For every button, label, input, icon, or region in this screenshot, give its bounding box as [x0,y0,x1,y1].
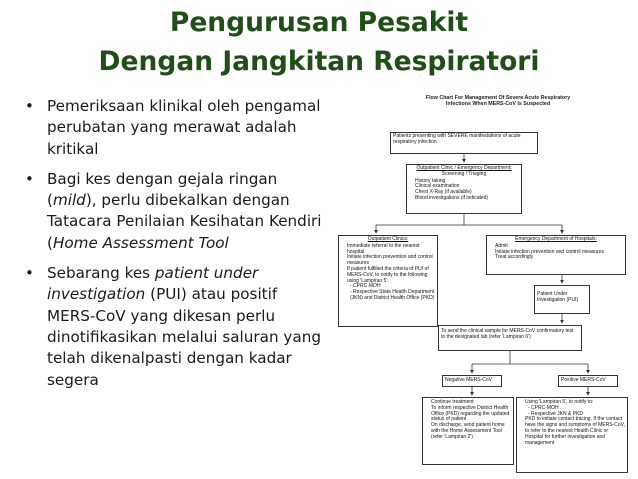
bullet-item [22,263,322,391]
flowchart-title: Flow Chart For Management Of Severe Acute Respiratory Infections When MERS-CoV Is Suspected [425,95,571,108]
flowchart-list-item: - Respective State Health Department (JKN) and District Health Office (PKD) [350,289,435,301]
triage-list [409,179,519,202]
outpatient-heading: Outpatient Clinics: [367,236,409,242]
flowchart-list-item: - CPRC-MOH [350,283,381,290]
lab-box [438,325,582,351]
hospital-heading: Emergency Department of Hospitals: [515,236,597,242]
bullet-list [22,96,322,400]
positive-actions-box [516,397,628,473]
pui-box [534,285,590,314]
flowchart [326,92,634,478]
flowchart-list-item: • Immediate referral to the nearest hospital [347,244,435,256]
flowchart-list-item: • To inform respective District Health Office (PKD) regarding the updated status of patient [431,406,511,423]
flowchart-list-item: • Continue treatment [431,400,511,406]
flowchart-list-item: • On discharge, send patient home with the Home Assessment Tool (refer 'Lampiran 2') [431,423,511,440]
slide-title-line-1: Pengurusan Pesakit [169,7,469,38]
bullet-italic-text: mild [52,191,86,210]
positive-text: Positive MERS-CoV [561,377,606,383]
bullet-italic-text: patient under investigation [47,264,259,304]
bullet-item [22,96,322,160]
triage-subheading: Screening / Triaging [441,170,487,177]
flowchart-list-item: • Chest X-Ray (if available) [415,190,519,196]
bullet-text: Bagi kes dengan gejala ringan ( [47,169,278,210]
hospital-list [489,244,623,261]
outpatient-box [338,235,438,327]
flowchart-list-item: • If patient fulfilled the criteria of PUI of MERS-CoV, to notify to the following using 'Lampiran 5': [347,267,435,284]
bullet-dot: • [25,97,34,115]
negative-actions-list [425,400,511,441]
negative-actions-box [422,397,514,465]
flowchart-list-item: • Treat accordingly [495,255,623,261]
positive-actions-list [519,400,625,446]
positive-box [558,375,618,387]
flowchart-list-item: • Using 'Lampiran 5', to notify to: [525,400,625,406]
lab-text: To send the clinical sample for MERS-CoV confirmatory test to the designated lab (refer 'Lampiran 6') [441,328,574,340]
negative-box [442,375,502,387]
flowchart-list-item: • Initiate infection prevention and control measures [495,250,623,256]
flowchart-list-item: • Clinical examination [415,184,519,190]
hospital-box [486,235,626,275]
triage-box [406,164,522,214]
outpatient-list [341,244,435,302]
flowchart-list-item: • Blood investigations (if indicated) [415,196,519,202]
triage-heading: Outpatient Clinic / Emergency Department: [416,165,512,171]
negative-text: Negative MERS-CoV [445,377,492,383]
slide-title-line-2: Dengan Jangkitan Respiratori [98,46,540,77]
bullet-text: Pemeriksaan klinikal oleh pengamal perubatan yang merawat adalah kritikal [47,97,321,158]
flowchart-list-item: • Admit [495,244,623,250]
bullet-text: (PUI) atau positif MERS-CoV yang dikesan perlu dinotifikasikan melalui saluran yang telah dikenalpasti dengan kadar segera [47,285,321,389]
flowchart-list-item: • Initiate infection prevention and control measures [347,255,435,267]
start-box [390,132,538,154]
bullet-dot: • [25,169,34,188]
bullet-item [22,169,322,254]
start-text: Patients presenting with SEVERE manifestations of acute respiratory infection [393,133,521,145]
bullet-dot: • [25,264,34,283]
bullet-text: Sebarang kes [47,264,155,283]
bullet-italic-text: Home Assessment Tool [52,233,229,252]
pui-text: Patient Under Investigation (PUI) [537,291,579,303]
flowchart-list-item: • History taking [415,179,519,185]
flowchart-list-item: • PKD to initiate contact tracing. If the contact have the signs and symptoms of MERS-CoV, to refer to the nearest Health Clinic or Hospital for further investigation and management [525,417,625,446]
bullet-text: ), perlu dibekalkan dengan Tatacara Penilaian Kesihatan Kendiri ( [47,191,322,252]
flowchart-list-item: - CPRC-MOH [528,404,559,411]
flowchart-list-item: - Respective JKN & PKD [528,410,584,417]
